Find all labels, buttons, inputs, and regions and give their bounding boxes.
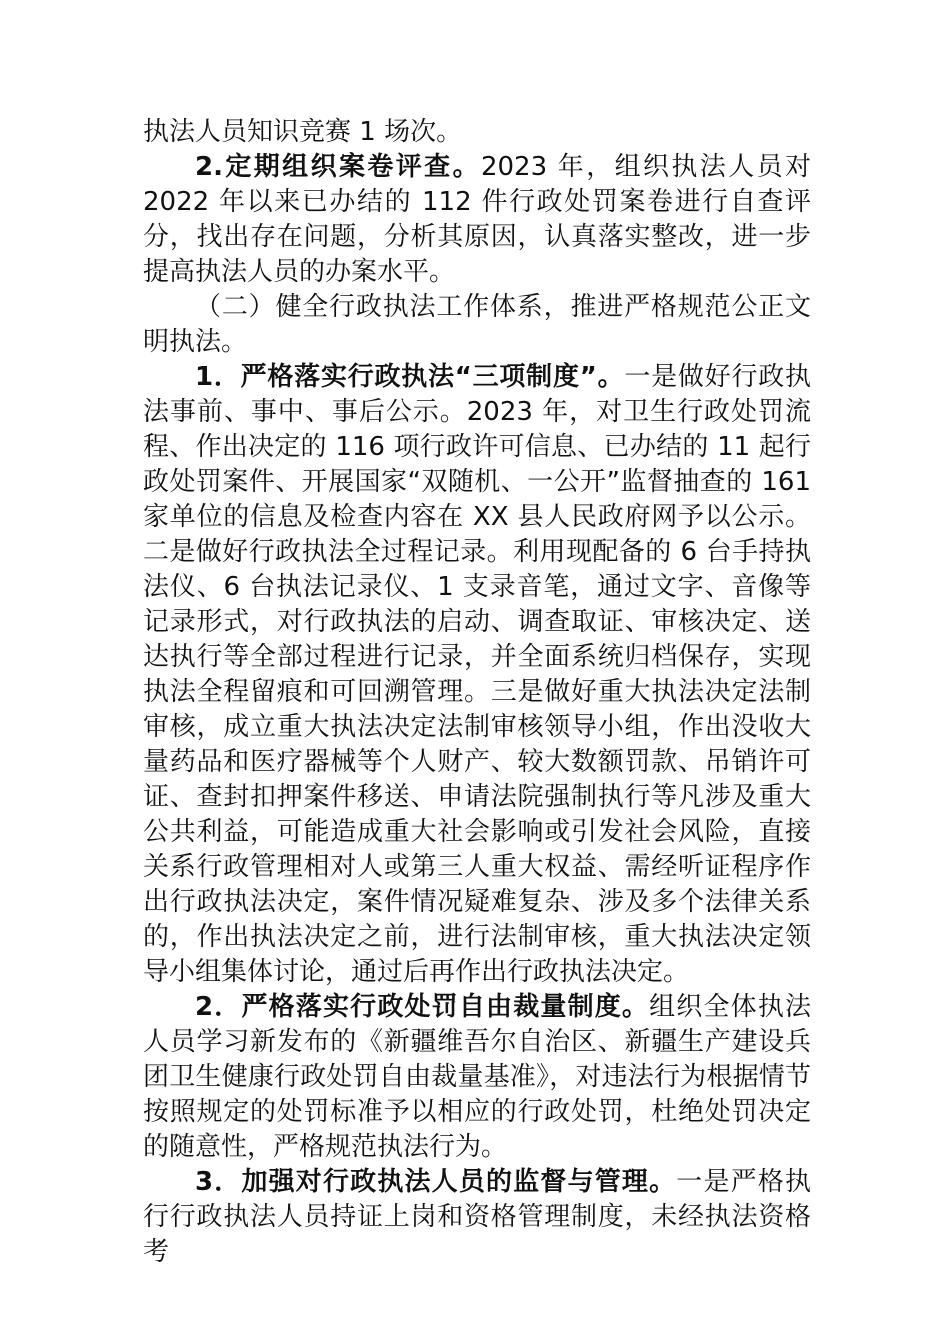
- paragraph-6: [143, 1165, 811, 1270]
- section-heading-2-text: （二）健全行政执法工作体系，推进严格规范公正文明执法。: [143, 292, 811, 357]
- paragraph-2: [143, 150, 811, 290]
- section-heading-2: [143, 290, 811, 360]
- paragraph-5-heading: 2．严格落实行政处罚自由裁量制度。: [195, 992, 650, 1022]
- paragraph-6-body: 一是严格执行行政执法人员持证上岗和资格管理制度，未经执法资格考: [143, 1167, 811, 1267]
- paragraph-4: [143, 360, 811, 990]
- paragraph-2-heading: 2.定期组织案卷评查。: [195, 152, 481, 182]
- paragraph-4-body: 一是做好行政执法事前、事中、事后公示。2023 年，对卫生行政处罚流程、作出决定的 116 项行政许可信息、已办结的 11 起行政处罚案件、开展国家“双随机、一公开”监督抽查的 161 家单位的信息及检查内容在 XX 县人民政府网予以公示。二是做好行政执法全过程记录。利用现配备的 6 台手持执法仪、6 台执法记录仪、1 支录音笔，通过文字、音像等记录形式，对行政执法的启动、调查取证、审核决定、送达执行等全部过程进行记录，并全面系统归档保存，实现执法全程留痕和可回溯管理。三是做好重大执法决定法制审核，成立重大执法决定法制审核领导小组，作出没收大量药品和医疗器械等个人财产、较大数额罚款、吊销许可证、查封扣押案件移送、申请法院强制执行等凡涉及重大公共利益，可能造成重大社会影响或引发社会风险，直接关系行政管理相对人或第三人重大权益、需经听证程序作出行政执法决定，案件情况疑难复杂、涉及多个法律关系的，作出执法决定之前，进行法制审核，重大执法决定领导小组集体讨论，通过后再作出行政执法决定。: [143, 362, 811, 987]
- paragraph-5-body: 组织全体执法人员学习新发布的《新疆维吾尔自治区、新疆生产建设兵团卫生健康行政处罚自由裁量基准》，对违法行为根据情节按照规定的处罚标准予以相应的行政处罚，杜绝处罚决定的随意性，严格规范执法行为。: [143, 992, 811, 1162]
- paragraph-6-heading: 3．加强对行政执法人员的监督与管理。: [195, 1167, 677, 1197]
- paragraph-4-heading: 1．严格落实行政执法“三项制度”。: [195, 362, 625, 392]
- paragraph-1: [143, 115, 811, 150]
- paragraph-1-body: 执法人员知识竞赛 1 场次。: [143, 117, 463, 147]
- document-body: [143, 115, 811, 1270]
- paragraph-2-body: 2023 年，组织执法人员对 2022 年以来已办结的 112 件行政处罚案卷进行自查评分，找出存在问题，分析其原因，认真落实整改，进一步提高执法人员的办案水平。: [143, 152, 811, 287]
- paragraph-5: [143, 990, 811, 1165]
